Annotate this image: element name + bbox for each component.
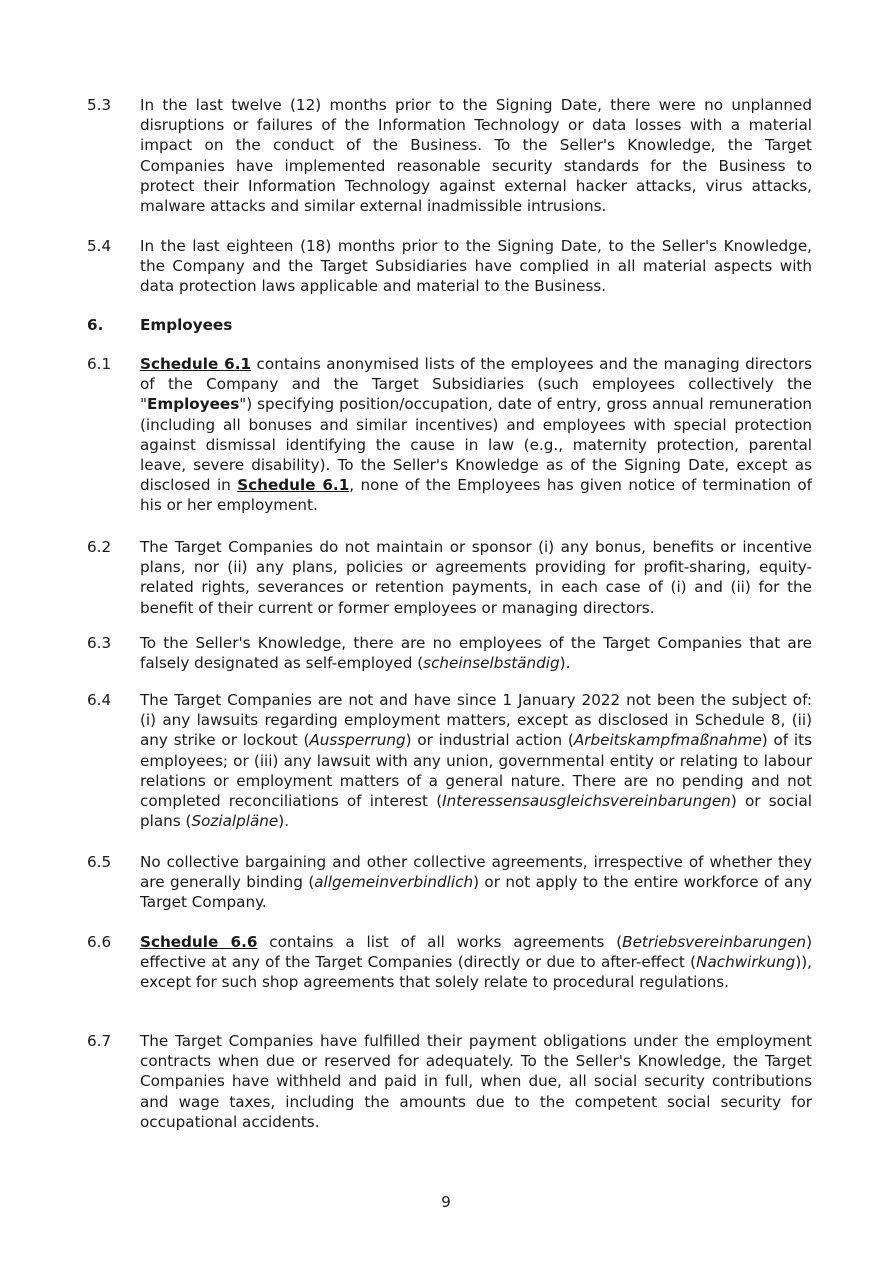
german-term: allgemeinverbindlich <box>314 873 474 892</box>
clause-text: The Target Companies do not maintain or sponsor (i) any bonus, benefits or incentive plans, nor (ii) any plans, policies or agreements providing for profit-sharing, equity-related rights, severances or retention payments, in each case of (i) and (ii) for the benefit of their current or former employees or managing directors. <box>140 538 812 617</box>
german-term: Nachwirkung <box>696 953 796 972</box>
clause-6-7 <box>87 1031 812 1132</box>
clause-6-3 <box>87 633 812 673</box>
section-number: 6. <box>87 316 104 334</box>
german-term: Interessensausgleichsvereinbarungen <box>442 792 731 811</box>
page-number: 9 <box>441 1193 451 1211</box>
section-heading-employees <box>87 315 232 335</box>
clause-text <box>140 852 812 913</box>
text-run: ) of its employees; or (iii) any lawsuit with any union, governmental entity or relating to labour relations or employment matters of a general nature. There are no pending and not completed reconciliations of interest ( <box>140 731 813 811</box>
clause-text <box>140 932 812 993</box>
text-run: contains a list of all works agreements ( <box>257 933 623 951</box>
text-run: To the Seller's Knowledge, there are no employees of the Target Companies that are falsely designated as self-employed ( <box>140 634 812 673</box>
clause-6-5 <box>87 852 812 913</box>
german-term: Sozialpläne <box>191 812 279 831</box>
defined-term: Employees <box>147 395 240 414</box>
clause-number: 5.3 <box>87 96 112 114</box>
text-run: )), except for such shop agreements that solely relate to procedural regulations. <box>140 953 812 992</box>
text-run: ). <box>278 812 290 831</box>
clause-number: 6.5 <box>87 853 112 871</box>
german-term: Aussperrung <box>309 731 406 750</box>
text-run: The Target Companies are not and have since 1 January 2022 not been the subject of: (i) any lawsuits regarding employment matters, except as disclosed in Schedule 8, (ii) any strike or lockout ( <box>140 691 812 750</box>
text-run: ) or social plans ( <box>140 792 813 831</box>
clause-6-6 <box>87 932 812 993</box>
text-run: ) or not apply to the entire workforce of any Target Company. <box>140 873 812 912</box>
clause-number: 6.4 <box>87 691 112 709</box>
schedule-reference: Schedule 6.6 <box>140 933 258 951</box>
clause-6-2 <box>87 537 812 618</box>
clause-5-4 <box>87 236 812 297</box>
schedule-reference: Schedule 6.1 <box>140 355 252 373</box>
clause-5-3 <box>87 95 812 216</box>
german-term: scheinselbständig <box>423 654 560 673</box>
german-term: Betriebsvereinbarungen <box>622 933 807 951</box>
clause-number: 6.6 <box>87 933 112 951</box>
schedule-reference: Schedule 6.1 <box>237 476 350 495</box>
clause-text: In the last twelve (12) months prior to the Signing Date, there were no unplanned disruptions or failures of the Information Technology or data losses with a material impact on the conduct of the Business. To the Seller's Knowledge, the Target Companies have implemented reasonable security standards for the Business to protect their Information Technology against external hacker attacks, virus attacks, malware attacks and similar external inadmissible intrusions. <box>140 96 812 216</box>
clause-6-1 <box>87 354 812 516</box>
clause-text <box>140 690 812 831</box>
text-run: ) or industrial action ( <box>405 731 574 750</box>
clause-number: 6.7 <box>87 1032 112 1050</box>
text-run: contains anonymised lists of the employees and the managing directors of the Company and the Target Subsidiaries (such employees collectively the " <box>140 355 812 414</box>
clause-text: The Target Companies have fulfilled their payment obligations under the employment contracts when due or reserved for adequately. To the Seller's Knowledge, the Target Companies have withheld and paid in full, when due, all social security contributions and wage taxes, including the amounts due to the competent social security for occupational accidents. <box>140 1032 812 1131</box>
text-run: No collective bargaining and other collective agreements, irrespective of whether they are generally binding ( <box>140 853 812 892</box>
clause-6-4 <box>87 690 812 831</box>
text-run: ) effective at any of the Target Companies (directly or due to after-effect ( <box>140 933 812 972</box>
german-term: Arbeitskampfmaßnahme <box>573 731 762 750</box>
clause-number: 5.4 <box>87 237 112 255</box>
clause-number: 6.2 <box>87 538 112 556</box>
clause-text: In the last eighteen (18) months prior to the Signing Date, to the Seller's Knowledge, the Company and the Target Subsidiaries have complied in all material aspects with data protection laws applicable and material to the Business. <box>140 237 812 296</box>
text-run: ). <box>559 654 571 673</box>
text-run: ") specifying position/occupation, date of entry, gross annual remuneration (including all bonuses and similar incentives) and employees with special protection against dismissal identifying the cause in law (e.g., maternity protection, parental leave, severe disability). To the Seller's Knowledge as of the Signing Date, except as disclosed in <box>140 395 812 495</box>
section-title: Employees <box>140 316 233 334</box>
clause-number: 6.1 <box>87 355 112 373</box>
clause-text <box>140 354 812 516</box>
clause-number: 6.3 <box>87 634 112 652</box>
clause-text <box>140 633 812 673</box>
text-run: , none of the Employees has given notice of termination of his or her employment. <box>140 476 812 515</box>
